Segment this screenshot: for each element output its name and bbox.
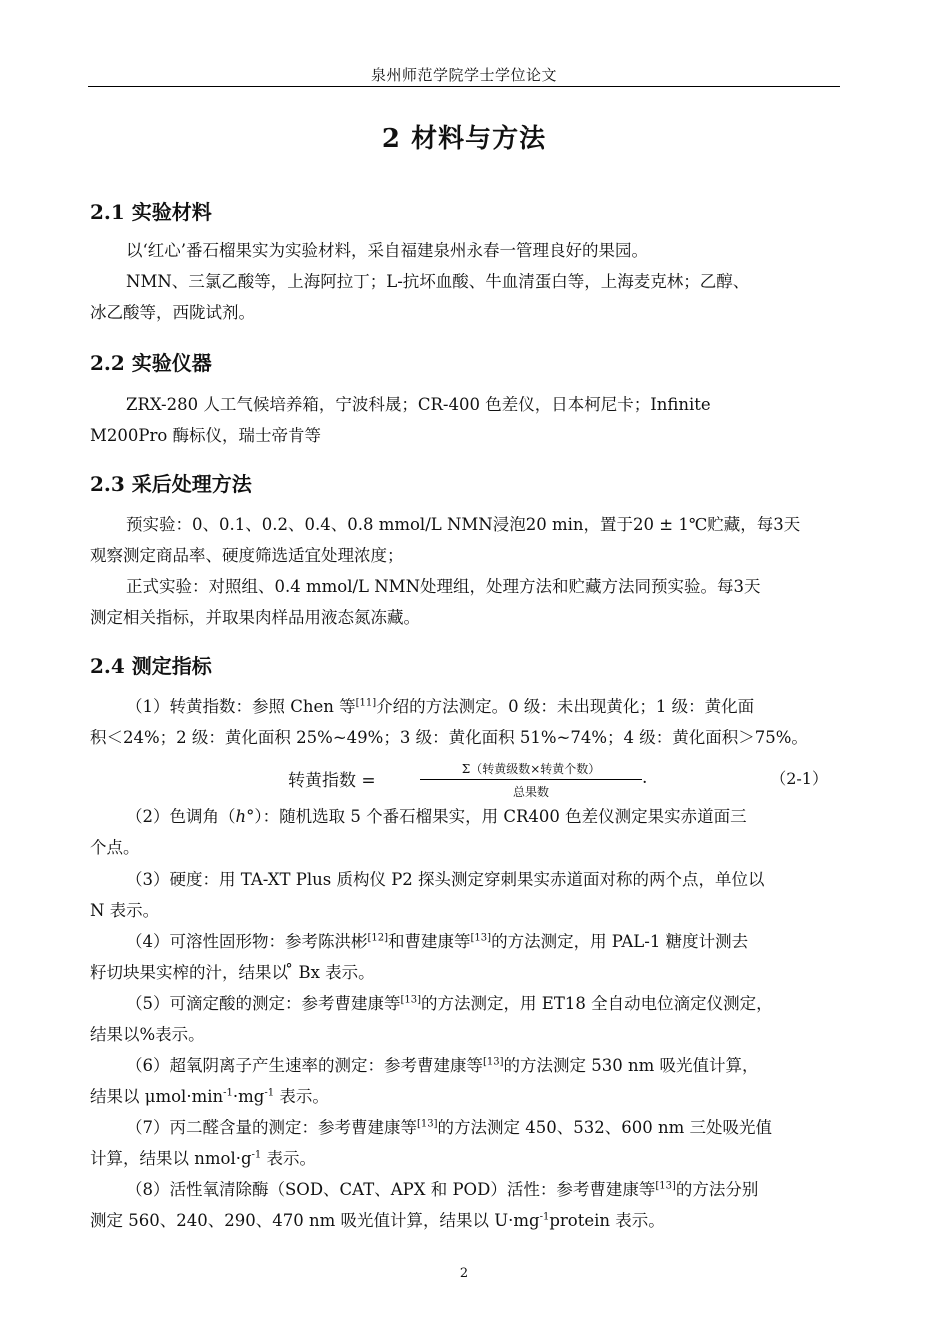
text-run: 的方法分别 (675, 1180, 759, 1199)
text-line (90, 1143, 838, 1174)
section-heading-2-3: 2.3 采后处理方法 (90, 472, 252, 496)
equation-2-1 (90, 760, 838, 804)
text-line: 正式实验：对照组、0.4 mmol/L NMN处理组，处理方法和贮藏方法同预实验。每3天 (126, 577, 761, 596)
text-run: 介绍的方法测定。0 级：未出现黄化；1 级：黄化面 (376, 697, 755, 716)
text-line: ZRX-280 人工气候培养箱，宁波科晟；CR-400 色差仪，日本柯尼卡；Infinite (126, 395, 711, 414)
superscript: -1 (264, 1087, 275, 1099)
text-line (90, 1112, 838, 1143)
text-run: （4）可溶性固形物：参考陈洪彬 (126, 932, 368, 951)
text-run: 的方法测定，用 ET18 全自动电位滴定仪测定， (421, 994, 773, 1013)
superscript: -1 (539, 1211, 550, 1223)
equation-numerator: Σ（转黄级数×转黄个数） (461, 762, 601, 776)
text-run: （7）丙二醛含量的测定：参考曹建康等 (126, 1118, 417, 1137)
text-run: （1）转黄指数：参照 Chen 等 (126, 697, 356, 716)
paragraph-2-3 (90, 509, 838, 633)
equation-number: （2-1） (770, 769, 828, 788)
paragraph-2-1 (90, 235, 838, 328)
text-line (90, 691, 838, 722)
text-line (90, 988, 838, 1019)
section-heading-2-2: 2.2 实验仪器 (90, 351, 212, 375)
paragraph-2-2 (90, 389, 838, 451)
text-run: （2）色调角（ (126, 807, 236, 826)
text-line (90, 1174, 838, 1205)
text-line: 籽切块果实榨的汁，结果以 ̊ Bx 表示。 (90, 963, 375, 982)
text-run: 计算，结果以 nmol·g (90, 1149, 252, 1168)
text-line (90, 926, 838, 957)
paragraph-item-6 (90, 1050, 838, 1112)
text-line (90, 1081, 838, 1112)
superscript: -1 (251, 1149, 262, 1161)
paragraph-item-8 (90, 1174, 838, 1236)
text-run: 的方法测定，用 PAL-1 糖度计测去 (491, 932, 749, 951)
text-line: N 表示。 (90, 901, 160, 920)
text-line (90, 801, 838, 832)
text-line: 冰乙酸等，西陇试剂。 (90, 303, 255, 322)
citation-ref: [13] (417, 1118, 438, 1130)
text-run: 表示。 (261, 1149, 317, 1168)
text-line: 积＜24%；2 级：黄化面积 25%~49%；3 级：黄化面积 51%~74%；4 级：黄化面积＞75%。 (90, 728, 808, 747)
header-rule (88, 86, 840, 87)
text-run: 和曹建康等 (388, 932, 471, 951)
text-line (90, 1205, 838, 1236)
text-line: 观察测定商品率、硬度筛选适宜处理浓度； (90, 546, 404, 565)
citation-ref: [11] (355, 697, 377, 709)
section-heading-2-1: 2.1 实验材料 (90, 200, 212, 224)
text-line: （3）硬度：用 TA-XT Plus 质构仪 P2 探头测定穿刺果实赤道面对称的两个点，单位以 (126, 870, 765, 889)
citation-ref: [12] (367, 932, 389, 944)
running-header: 泉州师范学院学士学位论文 (370, 66, 557, 84)
text-line: 测定相关指标，并取果肉样品用液态氮冻藏。 (90, 608, 420, 627)
text-run: ）：随机选取 5 个番石榴果实，用 CR400 色差仪测定果实赤道面三 (254, 807, 747, 826)
text-line: 个点。 (90, 838, 140, 857)
text-run: ·mg (232, 1087, 265, 1106)
citation-ref: [13] (483, 1056, 504, 1068)
equation-lhs: 转黄指数 = (288, 771, 376, 791)
text-line: 预实验：0、0.1、0.2、0.4、0.8 mmol/L NMN浸泡20 min，置于20 ± 1℃贮藏，每3天 (126, 515, 801, 534)
citation-ref: [13] (400, 994, 422, 1006)
text-run: 表示。 (274, 1087, 329, 1106)
section-heading-2-4: 2.4 测定指标 (90, 654, 212, 678)
text-line: 结果以%表示。 (90, 1025, 205, 1044)
text-run: protein 表示。 (549, 1211, 665, 1230)
citation-ref: [13] (655, 1180, 676, 1192)
page-number: 2 (459, 1266, 469, 1281)
superscript: -1 (223, 1087, 233, 1099)
paragraph-item-5 (90, 988, 838, 1050)
hue-angle-symbol: h° (235, 807, 255, 826)
text-line: NMN、三氯乙酸等，上海阿拉丁；L-抗坏血酸、牛血清蛋白等，上海麦克林；乙醇、 (126, 272, 750, 291)
citation-ref: [13] (470, 932, 492, 944)
text-run: 的方法测定 450、532、600 nm 三处吸光值 (437, 1118, 773, 1137)
paragraph-item-7 (90, 1112, 838, 1174)
text-line (90, 1050, 838, 1081)
text-run: 的方法测定 530 nm 吸光值计算， (503, 1056, 759, 1075)
equation-fraction (420, 760, 642, 800)
text-run: （5）可滴定酸的测定：参考曹建康等 (126, 994, 401, 1013)
text-run: 测定 560、240、290、470 nm 吸光值计算，结果以 U·mg (90, 1211, 540, 1230)
paragraph-item-3 (90, 864, 838, 926)
paragraph-item-2 (90, 801, 838, 863)
text-run: （8）活性氧清除酶（SOD、CAT、APX 和 POD）活性：参考曹建康等 (126, 1180, 656, 1199)
text-line: M200Pro 酶标仪，瑞士帝肯等 (90, 426, 322, 445)
paragraph-item-1 (90, 691, 838, 753)
chapter-title: 2 材料与方法 (381, 124, 547, 154)
equation-tail: . (642, 768, 648, 788)
text-run: （6）超氧阴离子产生速率的测定：参考曹建康等 (126, 1056, 483, 1075)
equation-denominator: 总果数 (512, 785, 549, 799)
paragraph-item-4 (90, 926, 838, 988)
text-run: 结果以 μmol·min (90, 1087, 224, 1106)
text-line: 以‘红心’番石榴果实为实验材料，采自福建泉州永春一管理良好的果园。 (126, 241, 648, 260)
